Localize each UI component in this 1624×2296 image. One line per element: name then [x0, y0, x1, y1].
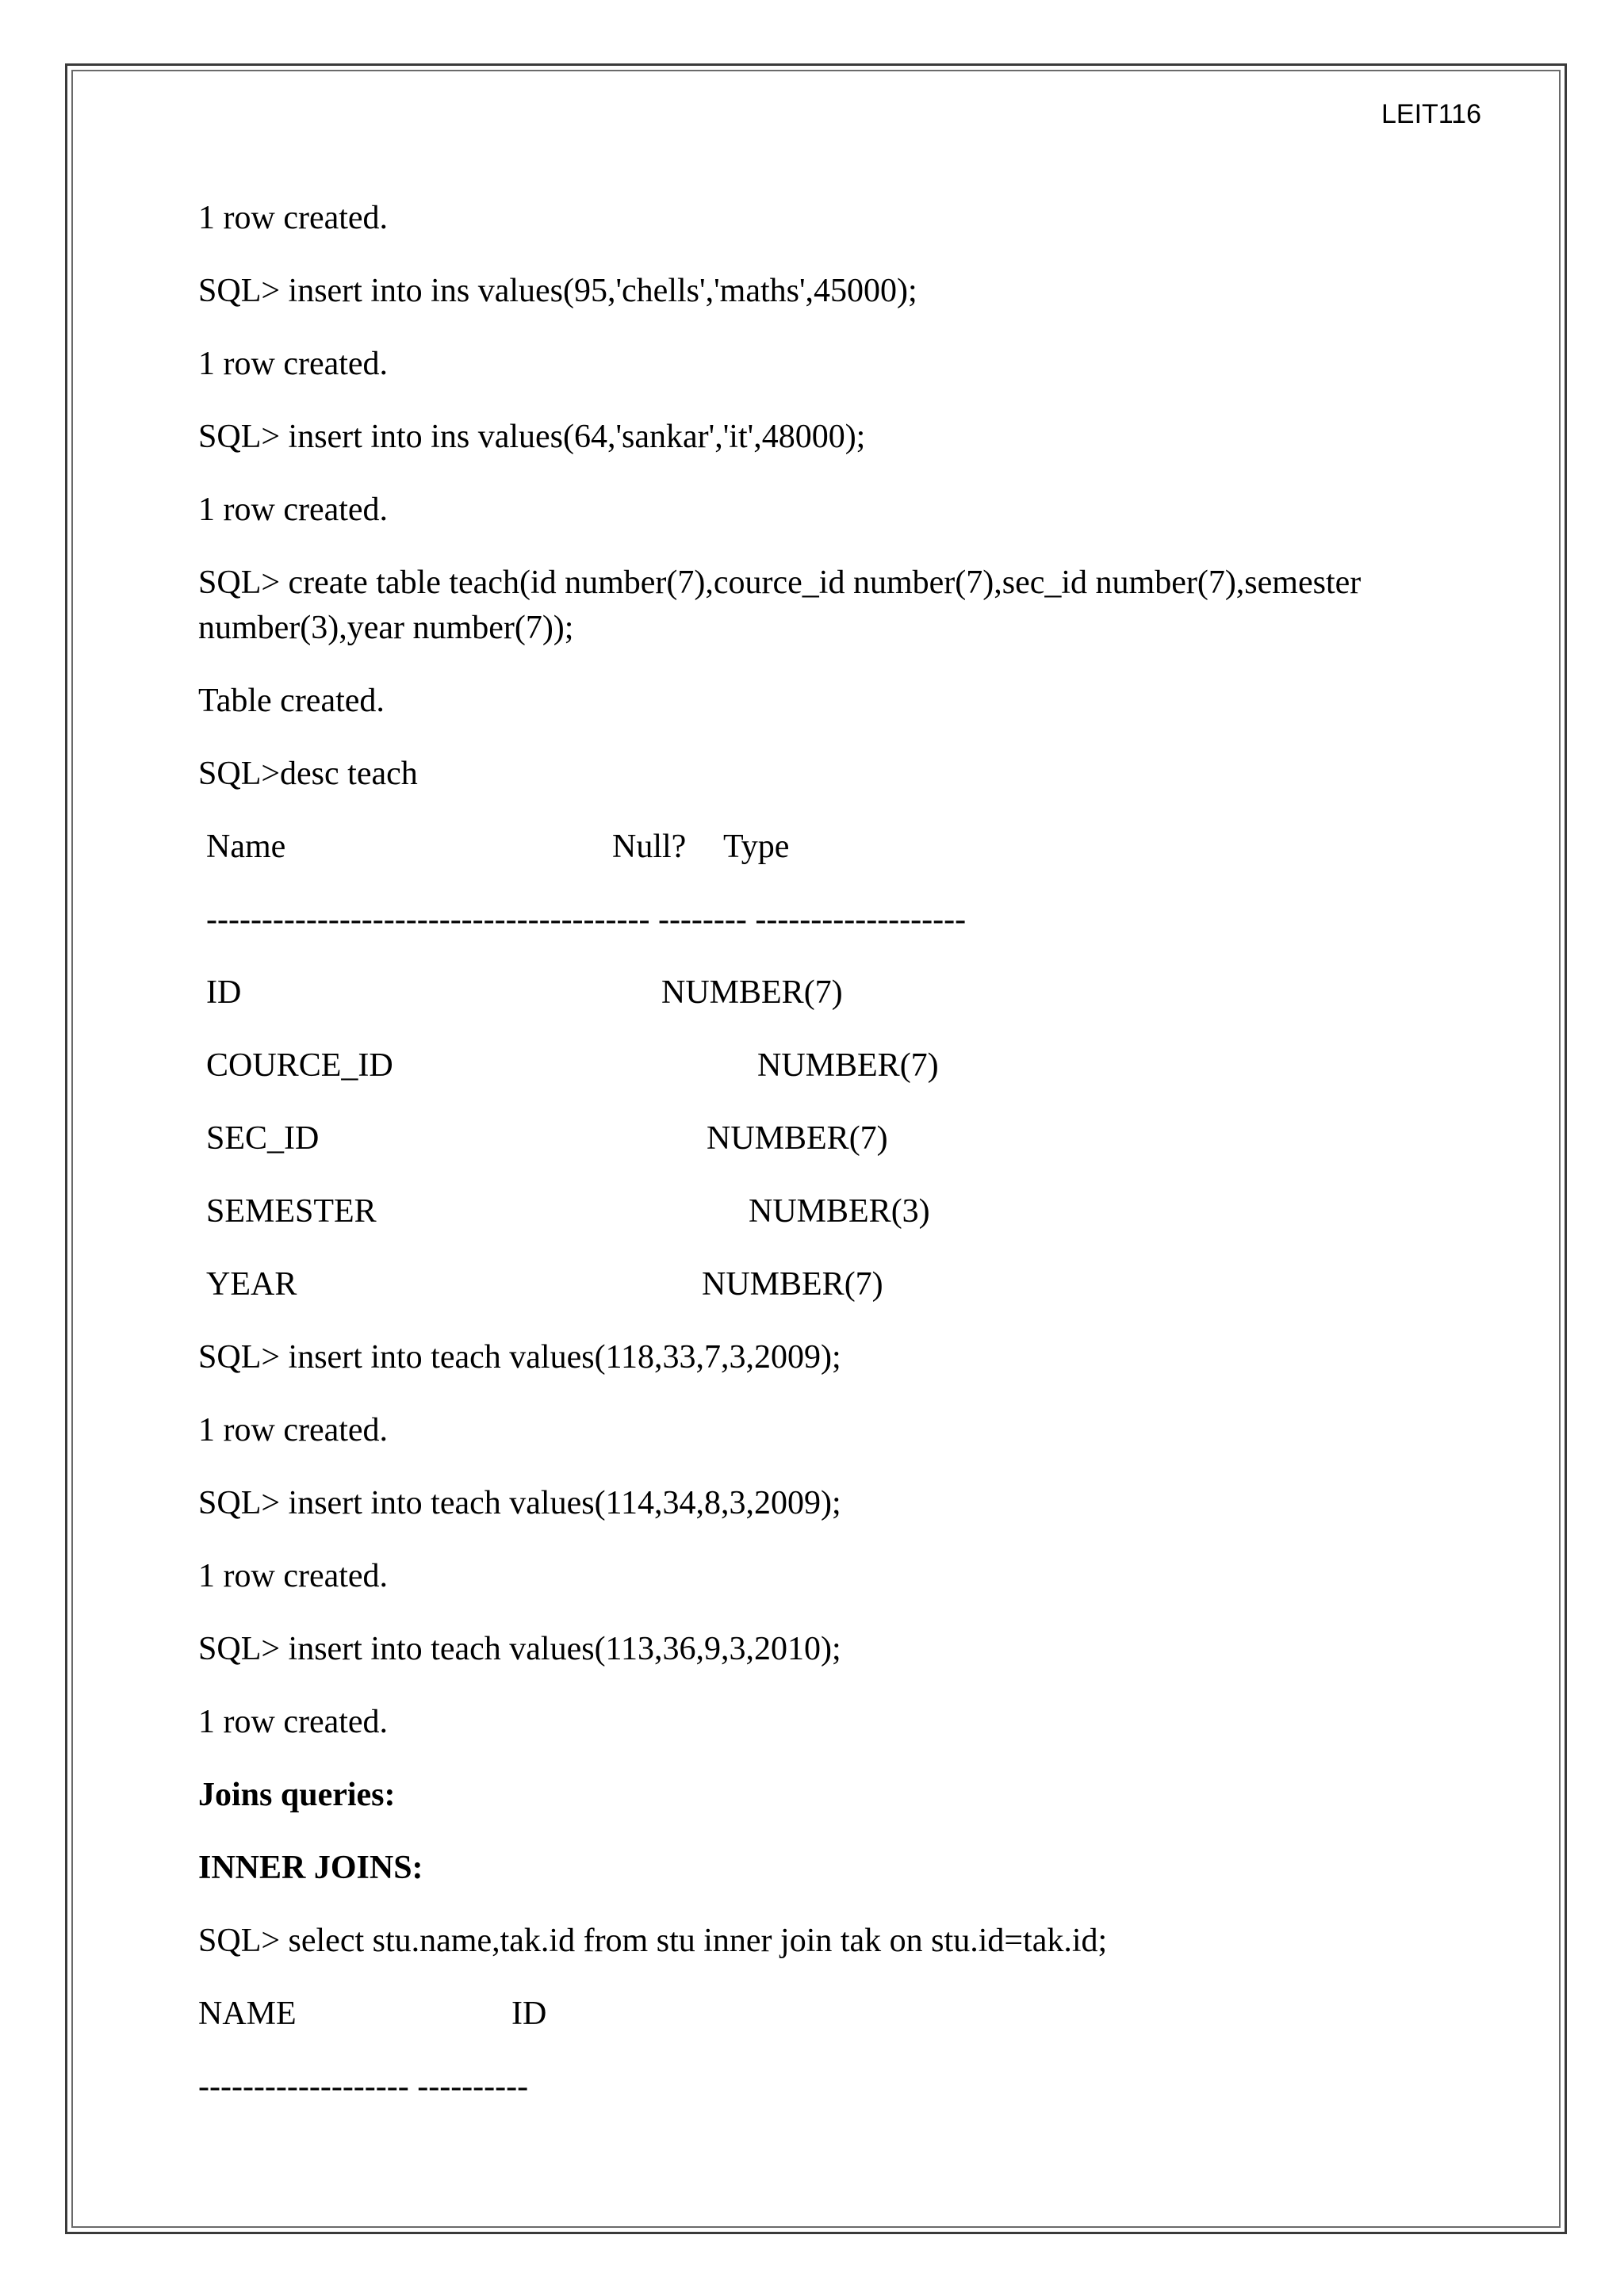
desc-row-type: NUMBER(7)	[757, 1047, 939, 1084]
join-separator: ------------------- ----------	[198, 2068, 529, 2105]
desc-row-name: ID	[206, 974, 242, 1011]
sql-statement: SQL> select stu.name,tak.id from stu inner join tak on stu.id=tak.id;	[198, 1923, 1108, 1959]
output-line: Table created.	[198, 683, 385, 719]
output-line: 1 row created.	[198, 346, 389, 382]
page-header-code: LEIT116	[1381, 99, 1481, 129]
sql-statement: SQL> insert into teach values(118,33,7,3,2009);	[198, 1339, 841, 1376]
sql-statement: SQL> insert into ins values(64,'sankar','it',48000);	[198, 419, 866, 455]
output-line: 1 row created.	[198, 1704, 389, 1740]
desc-header-name: Name	[206, 828, 286, 865]
sql-statement: SQL>desc teach	[198, 756, 418, 792]
desc-row-name: COURCE_ID	[206, 1047, 393, 1084]
desc-header-type: Type	[723, 828, 790, 865]
desc-row-name: SEC_ID	[206, 1120, 320, 1157]
desc-row-type: NUMBER(7)	[707, 1120, 888, 1157]
output-line: 1 row created.	[198, 200, 389, 236]
section-subheading: INNER JOINS:	[198, 1850, 423, 1886]
output-line: 1 row created.	[198, 1412, 389, 1448]
desc-header-null: Null?	[612, 828, 687, 865]
section-heading: Joins queries:	[198, 1777, 396, 1813]
join-header-id: ID	[511, 1996, 547, 2032]
desc-separator: ---------------------------------------- -------- -------------------	[206, 901, 967, 938]
join-header-name: NAME	[198, 1996, 297, 2032]
output-line: 1 row created.	[198, 492, 389, 528]
sql-statement-continued: number(3),year number(7));	[198, 610, 574, 646]
sql-statement: SQL> create table teach(id number(7),cource_id number(7),sec_id number(7),semester	[198, 564, 1362, 601]
sql-statement: SQL> insert into ins values(95,'chells','maths',45000);	[198, 273, 917, 309]
sql-statement: SQL> insert into teach values(114,34,8,3,2009);	[198, 1485, 841, 1521]
desc-row-type: NUMBER(7)	[661, 974, 843, 1011]
sql-statement: SQL> insert into teach values(113,36,9,3,2010);	[198, 1631, 841, 1667]
desc-row-name: YEAR	[206, 1266, 297, 1303]
output-line: 1 row created.	[198, 1558, 389, 1594]
desc-row-type: NUMBER(3)	[749, 1193, 930, 1230]
desc-row-name: SEMESTER	[206, 1193, 377, 1230]
desc-row-type: NUMBER(7)	[702, 1266, 883, 1303]
